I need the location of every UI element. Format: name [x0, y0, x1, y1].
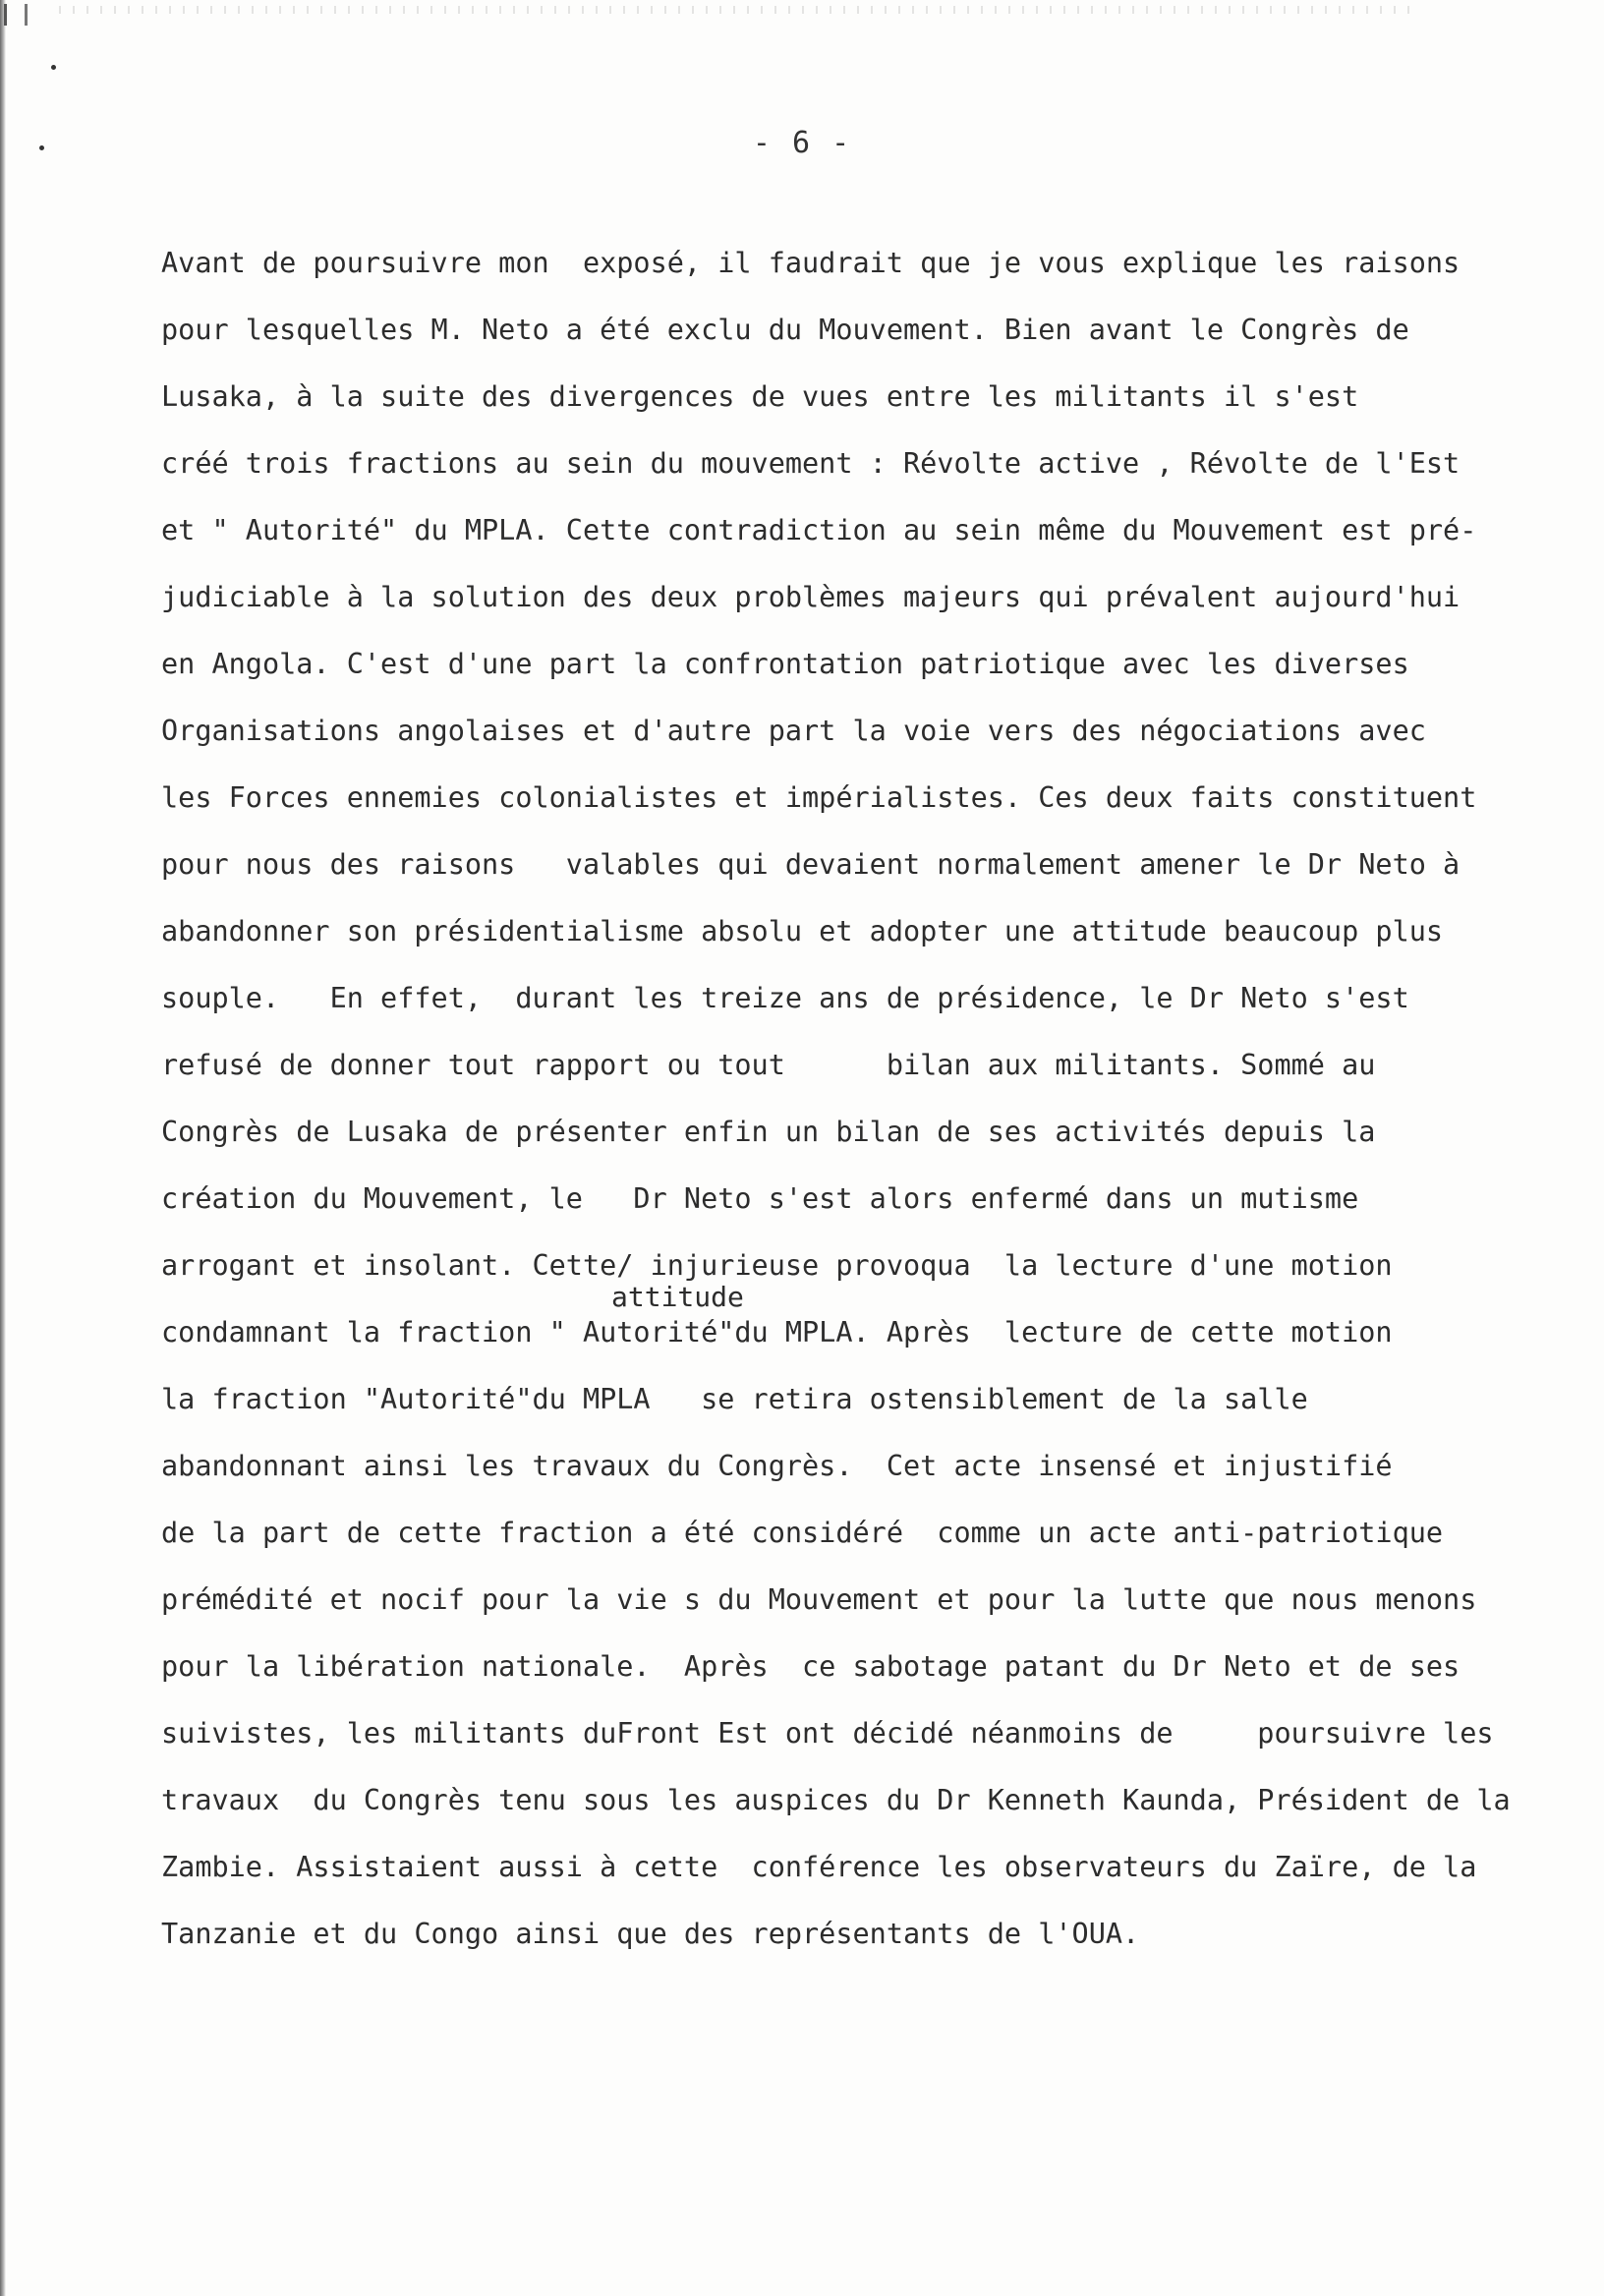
text-line: pour la libération nationale. Après ce sabotage patant du Dr Neto et de ses: [161, 1650, 1461, 1683]
text-line: Organisations angolaises et d'autre part la voie vers des négociations avec: [161, 715, 1426, 747]
scan-edge-shadow: [0, 0, 6, 2296]
text-line: souple. En effet, durant les treize ans de présidence, le Dr Neto s'est: [161, 982, 1409, 1014]
text-line: Congrès de Lusaka de présenter enfin un bilan de ses activités depuis la: [161, 1116, 1376, 1148]
scan-corner-mark: [4, 4, 28, 26]
text-line: Lusaka, à la suite des divergences de vues entre les militants il s'est: [161, 380, 1359, 413]
text-line: en Angola. C'est d'une part la confrontation patriotique avec les diverses: [161, 648, 1409, 680]
text-line: Tanzanie et du Congo ainsi que des représentants de l'OUA.: [161, 1918, 1140, 1950]
text-line: refusé de donner tout rapport ou tout bilan aux militants. Sommé au: [161, 1049, 1376, 1081]
text-line: et " Autorité" du MPLA. Cette contradiction au sein même du Mouvement est pré-: [161, 514, 1477, 546]
text-line: prémédité et nocif pour la vie s du Mouvement et pour la lutte que nous menons: [161, 1583, 1477, 1616]
text-line: création du Mouvement, le Dr Neto s'est alors enfermé dans un mutisme: [161, 1182, 1359, 1215]
text-line: judiciable à la solution des deux problèmes majeurs qui prévalent aujourd'hui: [161, 581, 1461, 613]
text-line: de la part de cette fraction a été considéré comme un acte anti-patriotique: [161, 1517, 1444, 1549]
text-line: pour lesquelles M. Neto a été exclu du Mouvement. Bien avant le Congrès de: [161, 314, 1409, 346]
text-line: la fraction "Autorité"du MPLA se retira ostensiblement de la salle: [161, 1383, 1308, 1415]
text-line: pour nous des raisons valables qui devaient normalement amener le Dr Neto à: [161, 848, 1461, 881]
text-line: abandonnant ainsi les travaux du Congrès. Cet acte insensé et injustifié: [161, 1450, 1393, 1482]
text-line: les Forces ennemies colonialistes et impérialistes. Ces deux faits constituent: [161, 781, 1477, 814]
page-number: - 6 -: [752, 126, 852, 160]
text-line: Zambie. Assistaient aussi à cette conférence les observateurs du Zaïre, de la: [161, 1851, 1477, 1883]
scan-top-noise: [59, 6, 1415, 14]
text-line: travaux du Congrès tenu sous les auspices du Dr Kenneth Kaunda, Président de la: [161, 1784, 1511, 1816]
document-body: [161, 244, 1557, 1981]
interlinear-correction: attitude: [611, 1281, 744, 1313]
text-line: arrogant et insolant. Cette/ injurieuse provoqua la lecture d'une motion: [161, 1249, 1393, 1282]
text-line: abandonner son présidentialisme absolu et adopter une attitude beaucoup plus: [161, 915, 1444, 947]
text-line: Avant de poursuivre mon exposé, il faudrait que je vous explique les raisons: [161, 247, 1461, 279]
text-line: condamnant la fraction " Autorité"du MPLA. Après lecture de cette motion attitude: [161, 1313, 1557, 1380]
scan-speck: [51, 65, 56, 70]
text-line: suivistes, les militants duFront Est ont décidé néanmoins de poursuivre les: [161, 1717, 1494, 1750]
text-line: créé trois fractions au sein du mouvement : Révolte active , Révolte de l'Est: [161, 447, 1461, 480]
